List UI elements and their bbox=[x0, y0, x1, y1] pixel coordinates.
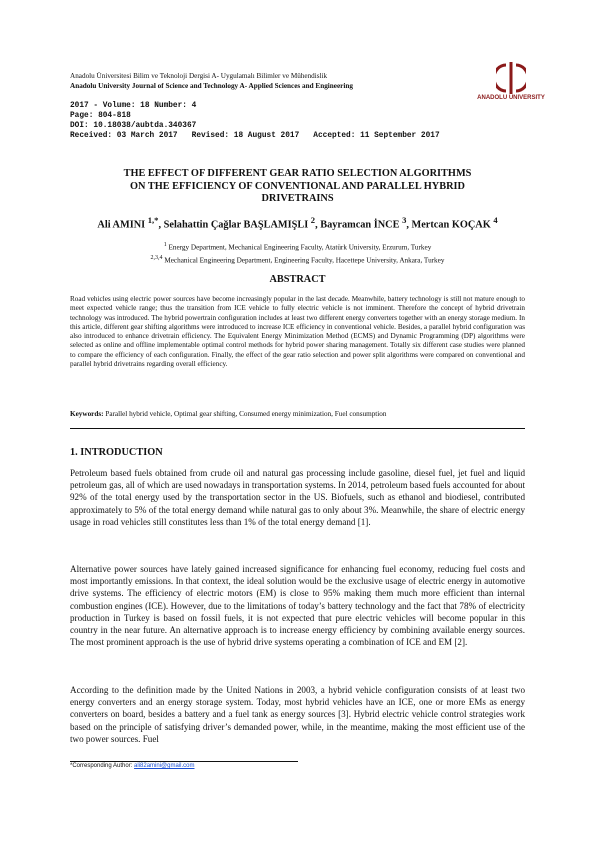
abstract-text: Road vehicles using electric power sources have become increasingly popular in the last decade. Meanwhile, battery technology is still not mature enough to meet expected vehicle range; thus the transition from ICE vehicle to fully electric vehicle is not imminent. Therefore the concept of hybrid drivetrain technology was introduced. The hybrid powertrain configuration includes at least two different energy converters together with an energy storage medium. In this article, different gear shifting algorithms were introduced to increase ICE efficiency in conventional vehicle. Besides, a parallel hybrid configuration was also introduced to enhance drivetrain efficiency. The Equivalent Energy Minimization Method (ECMS) and Dynamic Programming (DP) algorithms were selected as online and offline implementable optimal control methods for hybrid power sharing management. Totally six different case studies were planned to compare the efficiency of each configuration. Finally, the effect of the gear ratio selection and power split algorithms were compared on conventional and parallel hybrid drivetrains regarding overall efficiency. bbox=[70, 295, 525, 369]
footnote-divider bbox=[70, 761, 298, 762]
affiliation-text: Mechanical Engineering Department, Engineering Faculty, Hacettepe University, Ankara, Turkey bbox=[164, 256, 445, 265]
footnote-label: *Corresponding Author: bbox=[70, 763, 133, 769]
affiliation-line bbox=[70, 253, 525, 266]
doi-line: DOI: 10.18038/aubtda.340367 bbox=[70, 122, 197, 130]
footnote bbox=[70, 763, 195, 769]
affiliation-mark: 1 bbox=[163, 242, 167, 248]
keywords bbox=[70, 410, 525, 418]
volume-line: 2017 - Volume: 18 Number: 4 bbox=[70, 102, 197, 110]
page-line: Page: 804-818 bbox=[70, 112, 131, 120]
affiliations bbox=[70, 240, 525, 267]
author-name: Ali AMINI bbox=[97, 219, 146, 231]
title-line: ON THE EFFICIENCY OF CONVENTIONAL AND PARALLEL HYBRID bbox=[130, 180, 465, 192]
author-affiliation-mark: 4 bbox=[493, 215, 498, 225]
body-paragraph: Petroleum based fuels obtained from crude oil and natural gas processing include gasoline, diesel fuel, jet fuel and liquid petroleum gas, all of which are used nowadays in transportation systems. In 2014, petroleum based fuels accounted for about 92% of the total energy used by the transportation sector in the US. Biofuels, such as ethanol and biodiesel, contributed approximately to 5% of the total energy demand while natural gas to only about 3%. Meanwhile, the share of electric energy usage in road vehicles still constitutes less than 1% of the total energy demand [1]. bbox=[70, 468, 525, 527]
title-line: DRIVETRAINS bbox=[261, 193, 334, 204]
journal-name-english: Anadolu University Journal of Science and Technology A- Applied Sciences and Engineering bbox=[70, 82, 353, 90]
anadolu-logo-icon bbox=[496, 62, 526, 94]
article-metadata bbox=[70, 101, 440, 141]
author-affiliation-mark: 2 bbox=[310, 215, 316, 225]
section-divider bbox=[70, 428, 525, 429]
keywords-label: Keywords: bbox=[70, 410, 104, 418]
author-list: Ali AMINI $^{1,*}$, Selahattin Çağlar BAŞLAMIŞLI $^2$, Bayramcan İNCE $^3$, Mertcan KOÇAK $^4$ bbox=[97, 215, 498, 231]
title-line: THE EFFECT OF DIFFERENT GEAR RATIO SELECTION ALGORITHMS bbox=[123, 168, 472, 179]
author-name: Bayramcan İNCE bbox=[320, 219, 400, 231]
author-name: Mertcan KOÇAK bbox=[411, 219, 491, 231]
keywords-text: Parallel hybrid vehicle, Optimal gear shifting, Consumed energy minimization, Fuel consumption bbox=[105, 410, 387, 418]
body-paragraph: Alternative power sources have lately gained increased significance for enhancing fuel economy, reducing fuel costs and most importantly emissions. In that context, the ideal solution would be the exclusive usage of electric energy in automotive drive systems. The efficiency of electric motors (EM) is close to 95% making them much more efficient than internal combustion engines (ICE). However, due to the limitations of today’s battery technology and the fact that 78% of electricity production in Turkey is based on fossil fuels, it is not expected that pure electric vehicles will become popular in this country in the near future. An alternative approach is to increase energy efficiency by combining available energy sources. The most prominent approach is the use of hybrid drive systems operating a combination of ICE and EM [2]. bbox=[70, 564, 525, 648]
affiliation-text: Energy Department, Mechanical Engineering Faculty, Atatürk University, Erzurum, Turkey bbox=[168, 243, 432, 252]
dates-line: Received: 03 March 2017 Revised: 18 August 2017 Accepted: 11 September 2017 bbox=[70, 132, 440, 140]
author-affiliation-mark: 3 bbox=[402, 215, 407, 225]
university-logo bbox=[475, 62, 547, 101]
affiliation-line bbox=[70, 240, 525, 253]
author-affiliation-mark: 1,* bbox=[147, 215, 159, 225]
affiliation-mark: 2,3,4 bbox=[150, 255, 163, 262]
logo-text: ANADOLU UNIVERSITY bbox=[477, 95, 545, 101]
article-title bbox=[70, 168, 525, 206]
author-name: Selahattin Çağlar BAŞLAMIŞLI bbox=[163, 219, 309, 231]
abstract-heading: ABSTRACT bbox=[269, 274, 326, 285]
body-paragraph: According to the definition made by the United Nations in 2003, a hybrid vehicle configuration consists of at least two energy converters and an energy storage system. Today, most hybrid vehicles have an ICE, one or more EMs as energy converters on board, besides a battery and a fuel tank as energy sources [3]. Hybrid electric vehicle control strategies work based on the principle of satisfying driver’s demanded power, while, in the meantime, making the most efficient use of the two power sources. Fuel bbox=[70, 685, 525, 744]
journal-name-turkish: Anadolu Üniversitesi Bilim ve Teknoloji Dergisi A- Uygulamalı Bilimler ve Mühendislik bbox=[70, 72, 328, 80]
section-heading: 1. INTRODUCTION bbox=[70, 447, 163, 458]
author-email-link[interactable]: ali82amini@gmail.com bbox=[134, 763, 195, 769]
